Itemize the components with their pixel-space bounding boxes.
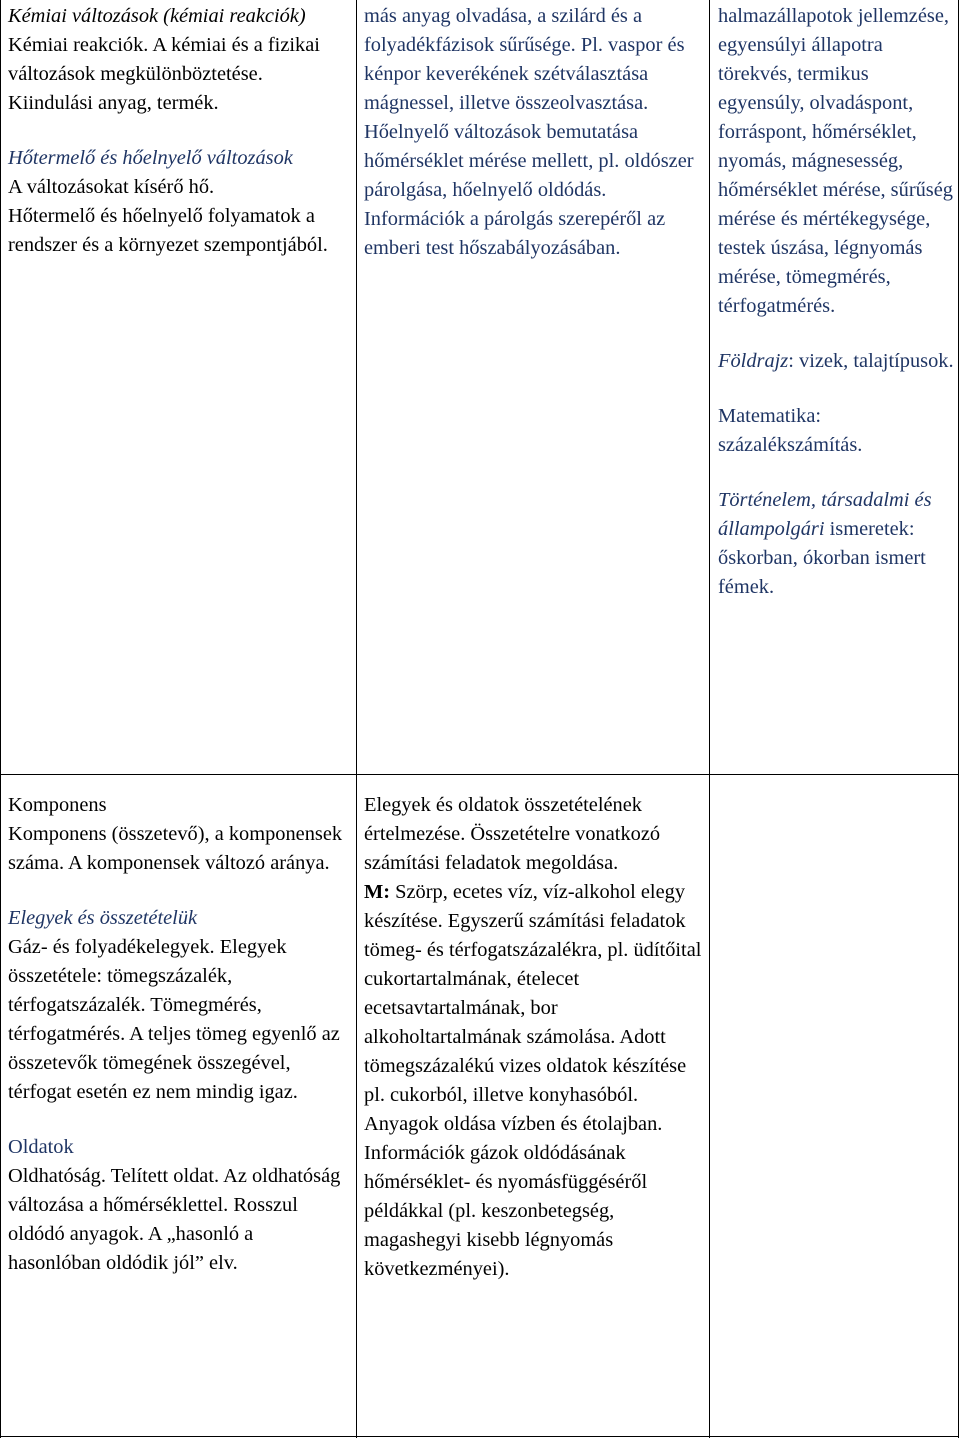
row1-col1-cell <box>8 2 350 260</box>
column-divider-2 <box>709 0 710 1438</box>
heat-changes-text-1: A változásokat kísérő hő. <box>8 176 215 198</box>
section-heading-component: Komponens <box>8 794 107 816</box>
mixtures-text: Gáz- és folyadékelegyek. Elegyek összetétele: tömegszázalék, térfogatszázalék. Tömegmérés, térfogatmérés. A teljes tömeg egyenlő az összetevők tömegének összegével, térfogat esetén ez nem mindig igaz. <box>8 936 340 1103</box>
row1-col3-cell <box>718 2 954 602</box>
row2-col2-cell <box>364 791 706 1284</box>
history-text: ismeretek: őskorban, ókorban ismert fémek. <box>718 518 926 598</box>
chemical-reactions-text: Kémiai reakciók. A kémiai és a fizikai változások megkülönböztetése. Kiindulási anyag, termék. <box>8 34 320 114</box>
table-border-left <box>0 0 1 1438</box>
section-heading-heat-changes: Hőtermelő és hőelnyelő változások <box>8 147 293 169</box>
history-label: Történelem, társadalmi és állampolgári <box>718 489 932 540</box>
heat-changes-text-2: Hőtermelő és hőelnyelő folyamatok a rendszer és a környezet szempontjából. <box>8 205 328 256</box>
row1-col2-cell <box>364 2 706 263</box>
activities-text: más anyag olvadása, a szilárd és a folyadékfázisok sűrűsége. Pl. vaspor és kénpor keverékének szétválasztása mágnessel, illetve összeolvasztása. Hőelnyelő változások bemutatása hőmérséklet mérése mellett, pl. oldószer párolgása, hőelnyelő oldódás. Információk a párolgás szerepéről az emberi test hőszabályozásában. <box>364 5 694 259</box>
experiments-body: Szörp, ecetes víz, víz-alkohol elegy készítése. Egyszerű számítási feladatok tömeg- és térfogatszázalékra, pl. üdítőital cukortartalmának, ételecet ecetsavtartalmának, bor alkoholtartalmának számolása. Adott tömegszázalékú vizes oldatok készítése pl. cukorból, illetve konyhasóból. Anyagok oldása vízben és étolajban. Információk gázok oldódásának hőmérséklet- és nyomásfüggéséről példákkal (pl. keszonbetegség, magashegyi kisebb légnyomás következményei). <box>364 881 702 1280</box>
table-border-bottom <box>0 1436 959 1437</box>
experiments-text <box>364 878 706 1284</box>
mathematics-text: : százalékszámítás. <box>718 405 863 456</box>
row2-col1-cell <box>8 791 350 1278</box>
row-divider <box>0 774 959 775</box>
section-heading-chemical-changes: Kémiai változások (kémiai reakciók) <box>8 5 306 27</box>
solutions-text: Oldhatóság. Telített oldat. Az oldhatóság változása a hőmérséklettel. Rosszul oldódó anyagok. A „hasonló a hasonlóban oldódik jól” elv. <box>8 1165 341 1274</box>
mathematics-link <box>718 402 954 460</box>
geography-link <box>718 347 954 376</box>
mathematics-label: Matematika <box>718 405 816 427</box>
geography-label: Földrajz <box>718 350 789 372</box>
component-text: Komponens (összetevő), a komponensek száma. A komponensek változó aránya. <box>8 823 343 874</box>
section-heading-mixtures: Elegyek és összetételük <box>8 907 198 929</box>
mixture-composition-text: Elegyek és oldatok összetételének értelmezése. Összetételre vonatkozó számítási feladatok megoldása. <box>364 794 661 874</box>
geography-text: : vizek, talajtípusok. <box>788 350 954 372</box>
experiment-marker: M: <box>364 881 391 903</box>
table-border-right <box>958 0 959 1438</box>
history-link <box>718 486 954 602</box>
concepts-text: halmazállapotok jellemzése, egyensúlyi állapotra törekvés, termikus egyensúly, olvadáspont, forráspont, hőmérséklet, nyomás, mágnesesség, hőmérséklet mérése, sűrűség mérése és mértékegysége, testek úszása, légnyomás mérése, tömegmérés, térfogatmérés. <box>718 5 953 317</box>
column-divider-1 <box>356 0 357 1438</box>
section-heading-solutions: Oldatok <box>8 1136 74 1158</box>
